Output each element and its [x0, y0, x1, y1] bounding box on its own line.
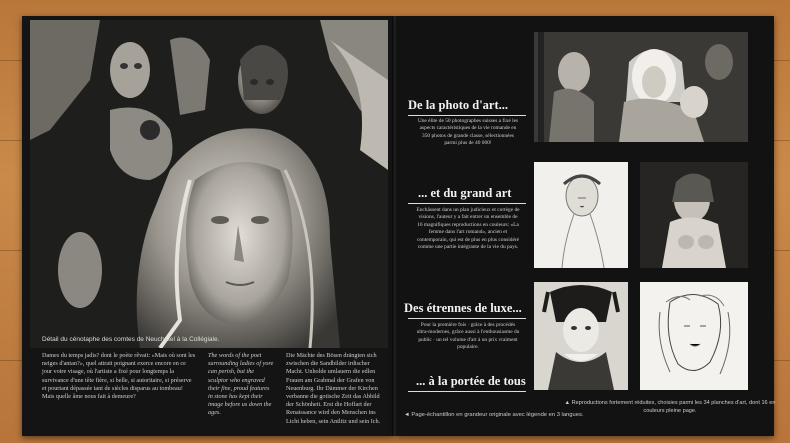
sculpture-photo — [30, 20, 388, 348]
brochure — [22, 16, 774, 436]
heading-rule — [408, 391, 526, 392]
right-page — [396, 16, 774, 436]
drawing-sketch-photo — [640, 282, 748, 390]
painting-nude-photo — [640, 162, 748, 268]
heading-photo-art: De la photo d'art... — [408, 98, 508, 112]
text-french: Dames du temps jadis? dont le poète rêvait: «Mais où sont les neiges d'antan?», quel attrait poignant exerce encore en ce jour votre visage, où l'artiste a fixé pour longtemps la survivance d'une tête fière, si belle, si autoritaire, si préserve et pourtant dépassée tant de siècles disparus au tombeau! Mais quelle âme nous fait à demeure? — [42, 352, 196, 401]
text-german: Die Mächte des Bösen drängten sich zwischen die Sandbilder irdischer Macht. Unholde umlauern die edlen Frauen am Grabmal der Grafen von Neuenburg. Ihr Dämmer der Kirchen verbanne die gotische Zeit das Abbild der Schönheit. Erst die Hoffart der Renaissance wird den Menschen ins Licht heben, sein Antlitz und sein Ich. — [286, 352, 381, 425]
text-photo-art: Une élite de 50 photographes suisses a fixé les aspects caractéristiques de la vie romande en 350 photos de grande classe, sélectionnées parmi plus de 40 000! — [417, 118, 519, 147]
heading-etrennes: Des étrennes de luxe... — [404, 301, 522, 315]
heading-grand-art: ... et du grand art — [418, 186, 512, 200]
text-english: The words of the poet surrounding ladies of yore can perish, but the sculptor who engraved their fine, proud features in stone has kept their image before us down the ages. — [208, 352, 274, 417]
heading-rule — [408, 115, 526, 116]
text-etrennes: Pour la première fois · grâce à des procédés ultra-modernes, grâce aussi à l'enthousiasme du public · un tel volume d'art à un prix vraiment populaire. — [416, 322, 520, 351]
heading-portee: ... à la portée de tous — [416, 374, 526, 388]
painting-madonna-photo — [534, 32, 748, 142]
drawing-woman-photo — [534, 162, 628, 268]
heading-rule — [408, 318, 526, 319]
sample-page-footer: ◄ Page-échantillon en grandeur originale avec légende en 3 langues. — [404, 412, 584, 418]
sculpture-caption: Détail du cénotaphe des comtes de Neuchâtel à la Collégiale. — [42, 336, 220, 343]
left-page — [22, 16, 394, 436]
painting-lady-headdress-photo — [534, 282, 628, 390]
plates-caption: ▲ Reproductions fortement réduites, choisies parmi les 34 planches d'art, dont 16 en couleurs pleine page. — [564, 400, 776, 414]
text-grand-art: Enchâssent dans un plan judicieux et cortège de visions, l'auteur y a fait entrer un ensemble de 16 magnifiques reproductions en couleurs: «La femme dans l'art romand», ancien et contemporain, qui est de plus en plus considéré comme une partie intégrante de la vie du pays. — [416, 207, 520, 251]
heading-rule — [408, 203, 526, 204]
